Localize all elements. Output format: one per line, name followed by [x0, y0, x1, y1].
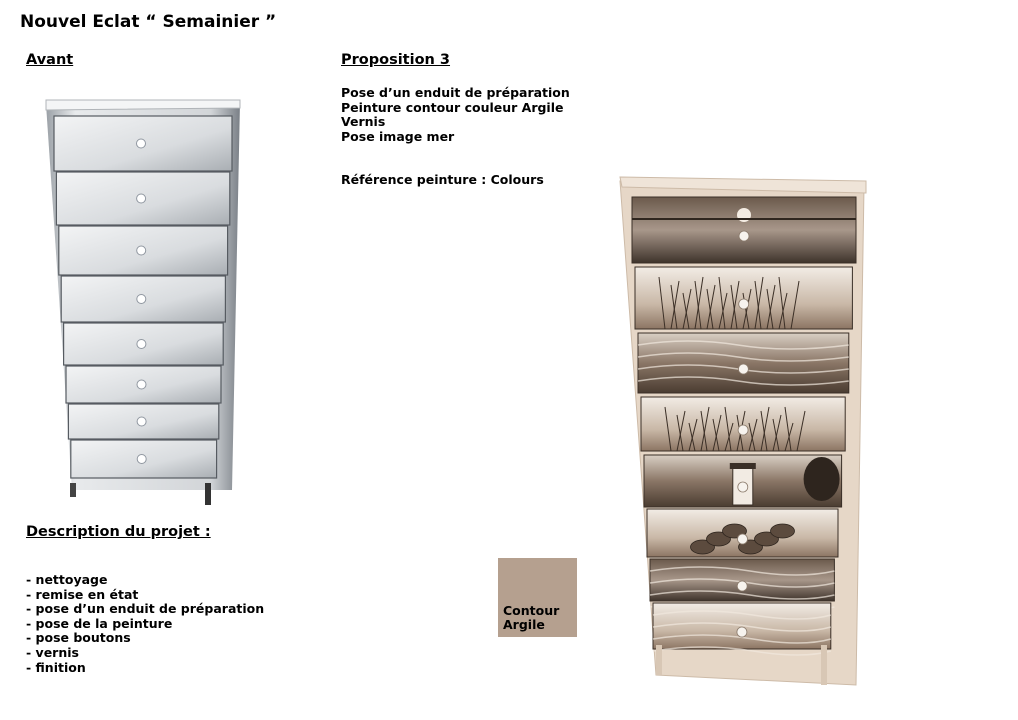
proposal-step: Pose image mer	[341, 128, 455, 144]
drawer-knob	[137, 340, 146, 349]
before-heading: Avant	[26, 52, 74, 68]
drawer-knob	[738, 534, 748, 544]
drawer-photo-dune-grass	[635, 267, 852, 329]
proposal-step: Pose d’un enduit de préparation	[341, 85, 570, 100]
proposal-heading: Proposition 3	[341, 52, 451, 68]
after-dresser-image	[618, 175, 870, 690]
description-item: - finition	[26, 659, 86, 675]
drawer-knob	[737, 581, 747, 591]
drawer-photo-lighthouse	[644, 455, 842, 507]
drawer-knob	[137, 246, 146, 255]
drawer-knob	[738, 425, 748, 435]
drawer-photo-surf	[653, 603, 831, 655]
proposal-step: Peinture contour couleur Argile	[341, 99, 564, 115]
drawer-knob	[137, 194, 146, 203]
drawer-knob	[137, 139, 146, 148]
drawer-photo-rocks	[647, 509, 838, 557]
page-title: Nouvel Eclat “ Semainier ”	[20, 12, 277, 32]
description-heading: Description du projet :	[26, 524, 211, 540]
drawer-knob	[738, 364, 748, 374]
description-item: - pose d’un enduit de préparation	[26, 601, 265, 617]
drawer-photo-waves	[638, 333, 849, 393]
color-swatch	[498, 558, 577, 637]
drawer-knob	[137, 380, 146, 389]
drawer-knob	[737, 627, 747, 637]
description-item: - pose de la peinture	[26, 615, 173, 631]
proposal-step: Vernis	[341, 114, 386, 130]
before-dresser-image	[40, 98, 250, 508]
proposal-steps	[341, 86, 570, 144]
description-item: - remise en état	[26, 586, 139, 602]
description-item: - pose boutons	[26, 630, 131, 646]
drawer-knob	[137, 455, 146, 464]
swatch-label: Contour Argile	[503, 602, 560, 633]
description-list	[26, 573, 264, 675]
description-item: - nettoyage	[26, 572, 108, 587]
drawer-knob	[738, 482, 748, 492]
description-item: - vernis	[26, 644, 79, 660]
drawer-knob	[739, 231, 749, 241]
drawer-knob	[739, 299, 749, 309]
drawer-photo-reeds	[641, 397, 845, 451]
drawer-knob	[137, 417, 146, 426]
paint-reference: Référence peinture : Colours	[341, 172, 544, 187]
drawer-knob	[137, 295, 146, 304]
drawer-photo-sunset-sea	[632, 197, 856, 263]
